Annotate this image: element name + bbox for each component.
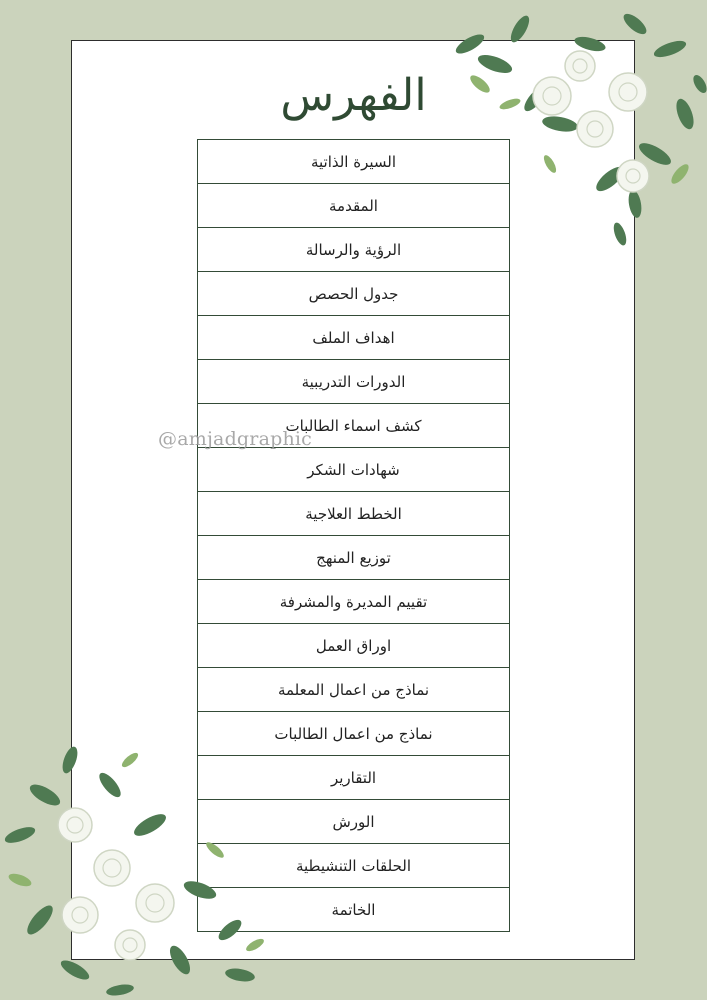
- toc-item: الخطط العلاجية: [198, 492, 510, 536]
- toc-item: جدول الحصص: [198, 272, 510, 316]
- toc-item: نماذج من اعمال الطالبات: [198, 712, 510, 756]
- floral-decoration-top-right: [440, 4, 707, 264]
- toc-item: شهادات الشكر: [198, 448, 510, 492]
- toc-item: توزيع المنهج: [198, 536, 510, 580]
- floral-decoration-bottom-left: [0, 740, 270, 1000]
- table-row: [198, 272, 510, 316]
- toc-item: اوراق العمل: [198, 624, 510, 668]
- table-row: [198, 668, 510, 712]
- toc-item: كشف اسماء الطالبات: [198, 404, 510, 448]
- toc-item: تقييم المديرة والمشرفة: [198, 580, 510, 624]
- table-row: [198, 492, 510, 536]
- toc-item: الرؤية والرسالة: [198, 228, 510, 272]
- table-row: [198, 536, 510, 580]
- toc-item: الخاتمة: [198, 888, 510, 932]
- table-row: [198, 580, 510, 624]
- toc-item: الورش: [198, 800, 510, 844]
- toc-item: المقدمة: [198, 184, 510, 228]
- toc-item: التقارير: [198, 756, 510, 800]
- table-row: [198, 360, 510, 404]
- toc-item: نماذج من اعمال المعلمة: [198, 668, 510, 712]
- table-row: [198, 624, 510, 668]
- table-row: [198, 448, 510, 492]
- page-title: الفهرس: [280, 70, 427, 121]
- toc-item: اهداف الملف: [198, 316, 510, 360]
- toc-item: الحلقات التنشيطية: [198, 844, 510, 888]
- watermark: @amjadgraphic: [158, 428, 313, 450]
- toc-item: الدورات التدريبية: [198, 360, 510, 404]
- table-row: [198, 316, 510, 360]
- toc-item: السيرة الذاتية: [198, 140, 510, 184]
